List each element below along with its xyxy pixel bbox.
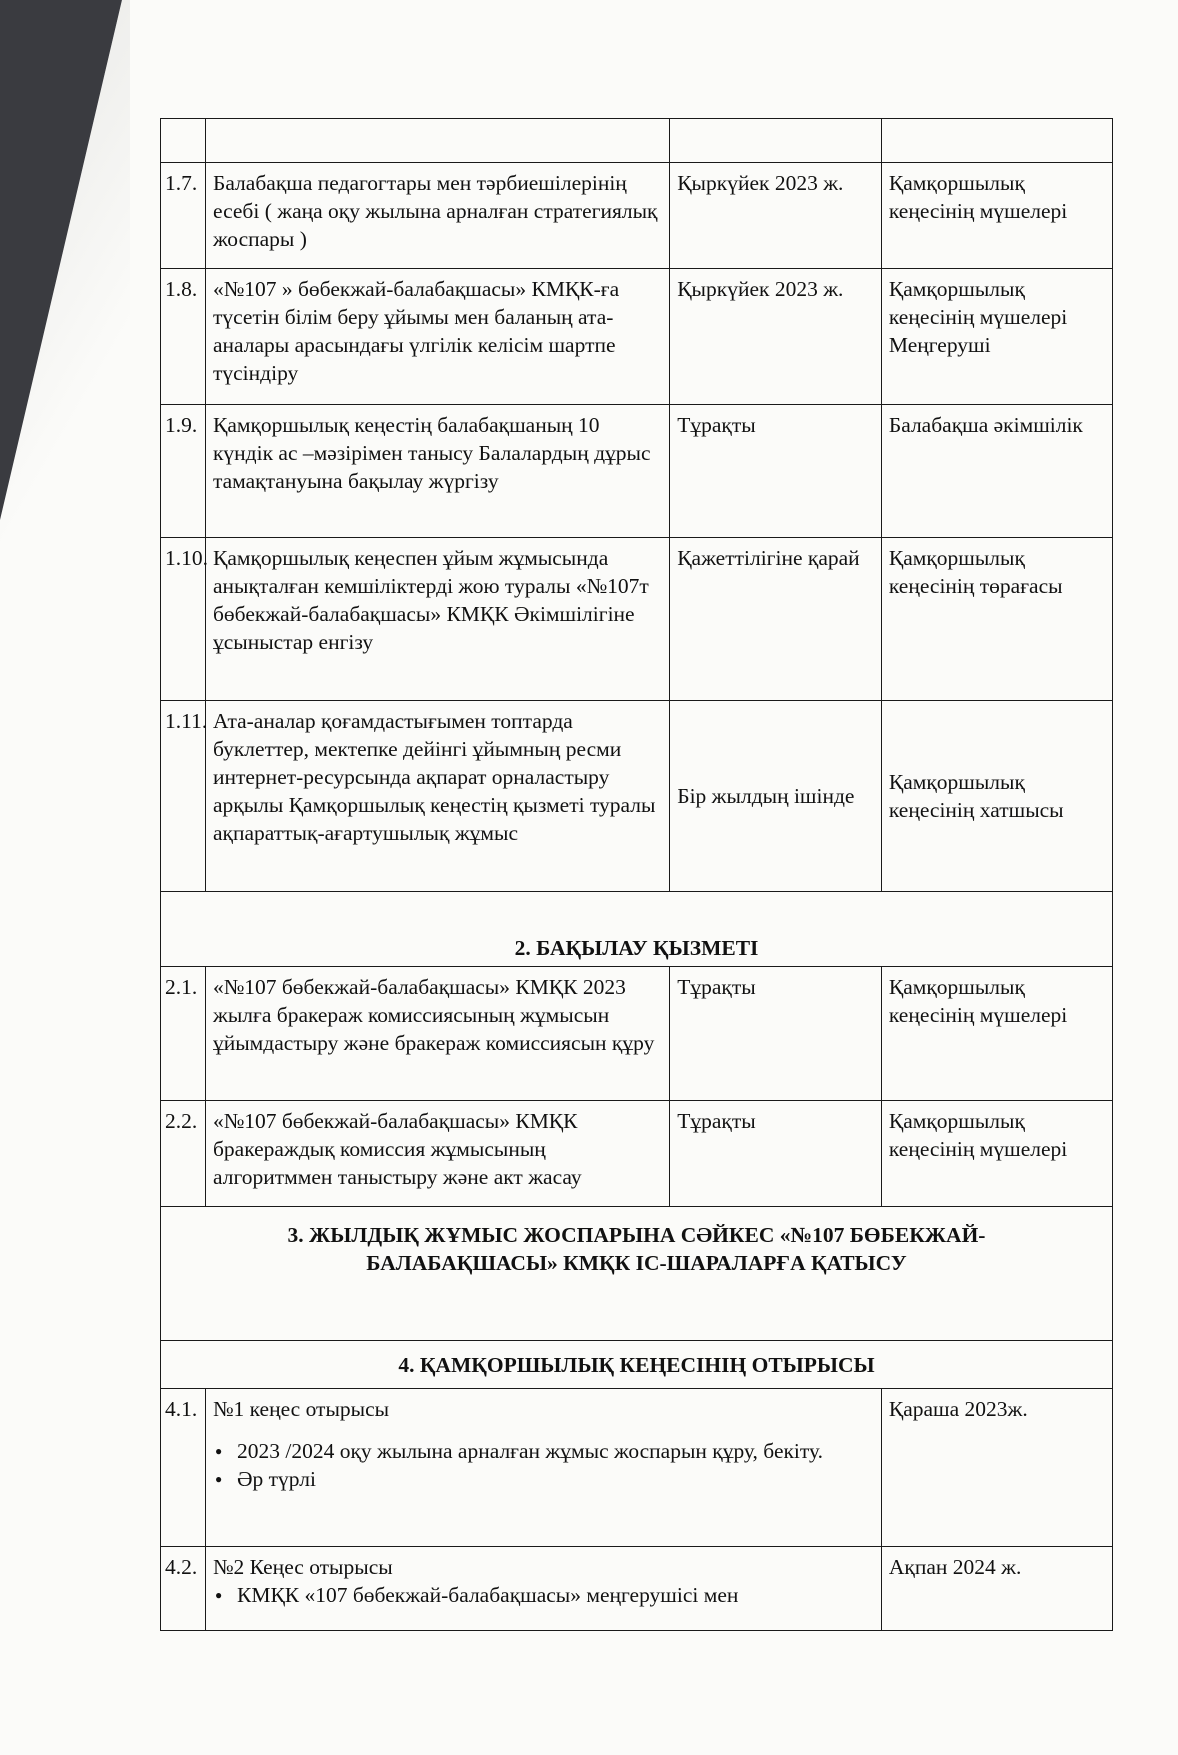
row-activity: «№107 бөбекжай-балабақшасы» КМҚК бракераждық комиссия жұмысының алгоритммен таныстыру және акт жасау (205, 1101, 669, 1207)
row-responsible: Қамқоршылық кеңесінің мүшелері (881, 1101, 1112, 1207)
section-row (161, 1341, 1113, 1389)
row-activity (205, 1547, 881, 1631)
section-row (161, 1207, 1113, 1341)
row-number: 4.2. (161, 1547, 206, 1631)
table-row (161, 701, 1113, 892)
row-activity: Ата-аналар қоғамдастығымен топтарда буклеттер, мектепке дейінгі ұйымның ресми интернет-ресурсында ақпарат орналастыру арқылы Қамқоршылық кеңестің қызметі туралы ақпараттық-ағартушылық жұмыс (205, 701, 669, 892)
row-responsible: Қамқоршылық кеңесінің төрағасы (881, 538, 1112, 701)
row-activity: Қамқоршылық кеңеспен ұйым жұмысында анықталған кемшіліктерді жою туралы «№107т бөбекжай-балабақшасы» КМҚК Әкімшілігіне ұсыныстар енгізу (205, 538, 669, 701)
row-deadline: Тұрақты (670, 1101, 882, 1207)
section-row (161, 892, 1113, 967)
meeting-title: №1 кеңес отырысы (212, 1397, 390, 1421)
list-item: ● КМҚК «107 бөбекжай-балабақшасы» меңгерушісі мен (237, 1581, 874, 1609)
table-row (161, 269, 1113, 405)
row-number: 1.10. (161, 538, 206, 701)
row-deadline: Тұрақты (670, 967, 882, 1101)
list-item: ● 2023 /2024 оқу жылына арналған жұмыс жоспарын құру, бекіту. (237, 1437, 874, 1465)
row-number: 1.8. (161, 269, 206, 405)
table-row (161, 163, 1113, 269)
meeting-agenda-list (213, 1581, 874, 1609)
row-deadline: Қыркүйек 2023 ж. (670, 269, 882, 405)
row-activity: «№107 » бөбекжай-балабақшасы» КМҚК-ға түсетін білім беру ұйымы мен баланың ата-аналары арасындағы үлгілік келісім шартпе түсіндіру (205, 269, 669, 405)
page-fold-shadow (0, 0, 130, 560)
row-number: 2.1. (161, 967, 206, 1101)
row-number: 4.1. (161, 1389, 206, 1547)
section-heading-events: 3. ЖЫЛДЫҚ ЖҰМЫС ЖОСПАРЫНА СӘЙКЕС «№107 БӨБЕКЖАЙ-БАЛАБАҚШАСЫ» КМҚК ІС-ШАРАЛАРҒА ҚАТЫСУ (161, 1207, 1113, 1341)
row-activity: «№107 бөбекжай-балабақшасы» КМҚК 2023 жылға бракераж комиссиясының жұмысын ұйымдастыру және бракераж комиссиясын құру (205, 967, 669, 1101)
row-responsible: Қамқоршылық кеңесінің мүшелері (881, 967, 1112, 1101)
table-row (161, 1389, 1113, 1547)
row-deadline: Тұрақты (670, 405, 882, 538)
row-activity: Қамқоршылық кеңестің балабақшаның 10 күндік ас –мәзірімен танысу Балалардың дұрыс тамақтануына бақылау жүргізу (205, 405, 669, 538)
meeting-title: №2 Кеңес отырысы (212, 1555, 393, 1579)
row-activity: Балабақша педагогтары мен тәрбиешілерінің есебі ( жаңа оқу жылына арналған стратегиялық жоспары ) (205, 163, 669, 269)
row-deadline: Қажеттілігіне қарай (670, 538, 882, 701)
section-heading-council-meeting: 4. ҚАМҚОРШЫЛЫҚ КЕҢЕСІНІҢ ОТЫРЫСЫ (161, 1341, 1113, 1389)
table-row (161, 967, 1113, 1101)
row-responsible: Қамқоршылық кеңесінің мүшелері (881, 163, 1112, 269)
row-number: 2.2. (161, 1101, 206, 1207)
table-row (161, 1101, 1113, 1207)
row-deadline: Қараша 2023ж. (881, 1389, 1112, 1547)
table-row (161, 538, 1113, 701)
table-header-row (161, 119, 1113, 163)
row-number: 1.9. (161, 405, 206, 538)
row-activity (205, 1389, 881, 1547)
list-item: ● Әр түрлі (237, 1465, 874, 1493)
row-deadline: Ақпан 2024 ж. (881, 1547, 1112, 1631)
table-row (161, 1547, 1113, 1631)
row-deadline: Бір жылдың ішінде (670, 701, 882, 892)
row-number: 1.7. (161, 163, 206, 269)
row-responsible: Қамқоршылық кеңесінің хатшысы (881, 701, 1112, 892)
row-deadline: Қыркүйек 2023 ж. (670, 163, 882, 269)
section-heading-control: 2. БАҚЫЛАУ ҚЫЗМЕТІ (161, 892, 1113, 967)
row-responsible: Балабақша әкімшілік (881, 405, 1112, 538)
row-responsible: Қамқоршылық кеңесінің мүшелері Меңгеруші (881, 269, 1112, 405)
row-number: 1.11. (161, 701, 206, 892)
meeting-agenda-list (213, 1437, 874, 1493)
table-row (161, 405, 1113, 538)
plan-table (160, 118, 1113, 1631)
